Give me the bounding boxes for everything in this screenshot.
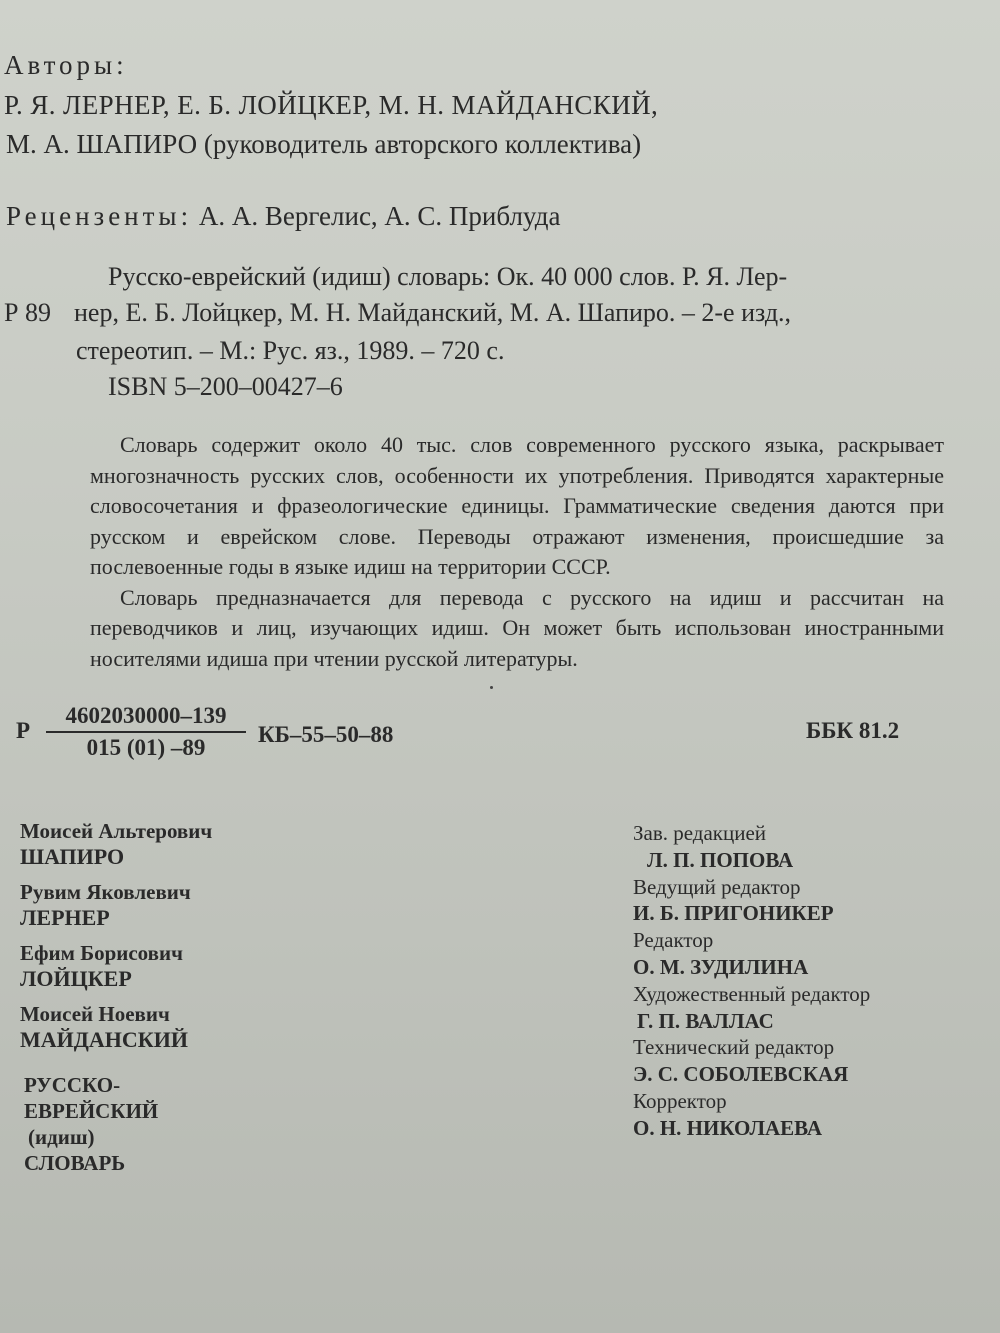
book-title bbox=[24, 1072, 158, 1176]
staff-name: Г. П. ВАЛЛАС bbox=[637, 1008, 774, 1033]
staff-name: О. М. ЗУДИЛИНА bbox=[633, 954, 809, 979]
book-title-line: ЕВРЕЙСКИЙ bbox=[24, 1099, 159, 1123]
isbn: ISBN 5–200–00427–6 bbox=[108, 372, 343, 401]
staff-role: Редактор bbox=[633, 928, 714, 953]
person-given-name: Рувим Яковлевич bbox=[20, 880, 191, 904]
staff-name: Л. П. ПОПОВА bbox=[647, 847, 794, 872]
editorial-staff bbox=[633, 820, 993, 1142]
authors-heading: Авторы: bbox=[4, 50, 128, 80]
catalog-line-1: Русско-еврейский (идиш) словарь: Ок. 40 000 слов. Р. Я. Лер- bbox=[108, 262, 788, 291]
code-numerator: 4602030000–139 bbox=[46, 703, 246, 733]
staff-role: Технический редактор bbox=[633, 1035, 835, 1060]
staff-role: Корректор bbox=[633, 1088, 727, 1113]
annotation-paragraph-1: Словарь содержит около 40 тыс. слов современного русского языка, раскрывает многозначность русских слов, особенности их употребления. Приводятся характерные словосочетания и фразеологические единицы. Грамматические сведения даются при русском и еврейском слове. Переводы отражают изменения, происшедшие за послевоенные годы в языке идиш на территории СССР. bbox=[90, 432, 944, 579]
reviewers-line bbox=[6, 201, 560, 232]
staff-role: Зав. редакцией bbox=[633, 821, 767, 845]
author-full-names bbox=[20, 818, 320, 1062]
staff-role: Художественный редактор bbox=[633, 981, 871, 1006]
code-fraction bbox=[46, 703, 246, 761]
staff-role: Ведущий редактор bbox=[633, 874, 801, 899]
staff-name: И. Б. ПРИГОНИКЕР bbox=[633, 901, 834, 926]
person bbox=[20, 879, 320, 931]
person-given-name: Моисей Альтерович bbox=[20, 819, 213, 843]
staff-name: Э. С. СОБОЛЕВСКАЯ bbox=[633, 1062, 849, 1087]
person-given-name: Ефим Борисович bbox=[20, 941, 183, 965]
catalog-index: Р 89 bbox=[4, 298, 51, 327]
bbk-code: ББК 81.2 bbox=[806, 718, 900, 743]
staff-name: О. Н. НИКОЛАЕВА bbox=[633, 1115, 822, 1140]
person bbox=[20, 1001, 320, 1053]
person-given-name: Моисей Ноевич bbox=[20, 1002, 170, 1026]
reviewers-names: А. А. Вергелис, А. С. Приблуда bbox=[198, 201, 561, 231]
catalog-line-3: стереотип. – М.: Рус. яз., 1989. – 720 с. bbox=[76, 336, 505, 365]
person-surname: МАЙДАНСКИЙ bbox=[20, 1027, 188, 1052]
authors-line-1: Р. Я. ЛЕРНЕР, Е. Б. ЛОЙЦКЕР, М. Н. МАЙДАНСКИЙ, bbox=[4, 90, 659, 120]
book-title-line: (идиш) bbox=[28, 1125, 95, 1149]
print-speck bbox=[490, 686, 493, 689]
person-surname: ЛЕРНЕР bbox=[20, 905, 110, 930]
book-title-line: РУССКО- bbox=[24, 1073, 121, 1097]
annotation-paragraph-2: Словарь предназначается для перевода с русского на идиш и рассчитан на переводчиков и лиц, изучающих идиш. Он может быть использован иностранными носителями идиша при чтении русской литературы. bbox=[90, 584, 944, 671]
person bbox=[20, 940, 320, 992]
person-surname: ШАПИРО bbox=[20, 844, 125, 869]
catalog-line-2: нер, Е. Б. Лойцкер, М. Н. Майданский, М. А. Шапиро. – 2-е изд., bbox=[74, 298, 792, 327]
person bbox=[20, 818, 320, 870]
annotation bbox=[90, 430, 944, 674]
person-surname: ЛОЙЦКЕР bbox=[20, 966, 132, 991]
code-denominator: 015 (01) –89 bbox=[86, 735, 206, 760]
reviewers-heading: Рецензенты: bbox=[6, 201, 193, 231]
kb-code: КБ–55–50–88 bbox=[258, 722, 394, 747]
code-letter: Р bbox=[16, 718, 31, 743]
authors-line-2: М. А. ШАПИРО (руководитель авторского коллектива) bbox=[6, 129, 642, 159]
book-title-line: СЛОВАРЬ bbox=[24, 1151, 126, 1175]
